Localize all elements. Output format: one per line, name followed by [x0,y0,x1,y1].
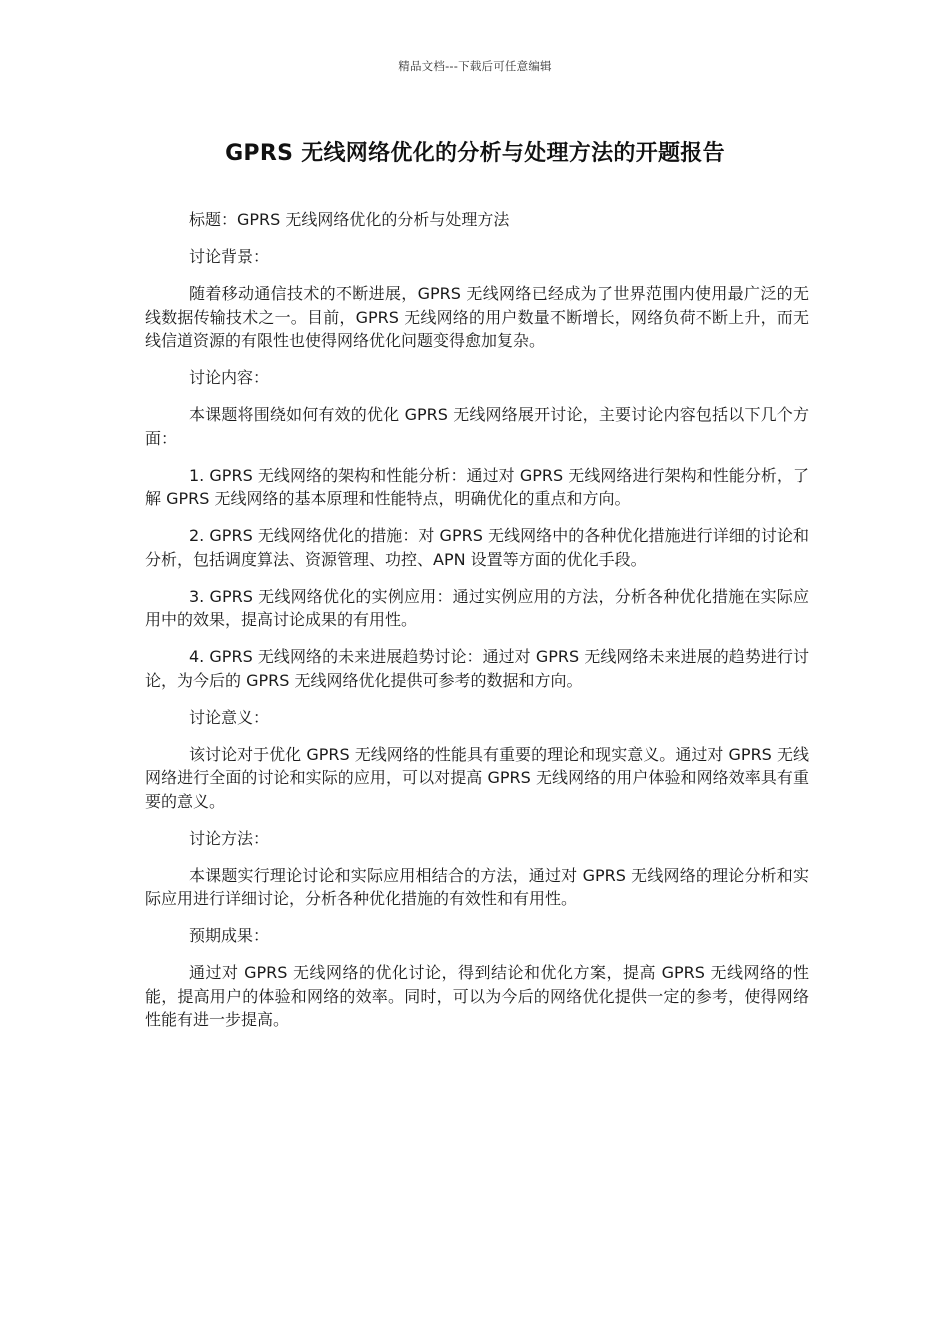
paragraph-content-intro: 本课题将围绕如何有效的优化 GPRS 无线网络展开讨论，主要讨论内容包括以下几个方面： [145,405,809,448]
page-header: 精品文档---下载后可任意编辑 [398,59,552,73]
heading-expected-results: 预期成果： [189,926,270,945]
paragraph-method: 本课题实行理论讨论和实际应用相结合的方法，通过对 GPRS 无线网络的理论分析和实际应用进行详细讨论，分析各种优化措施的有效性和有用性。 [145,865,809,908]
paragraph-significance: 该讨论对于优化 GPRS 无线网络的性能具有重要的理论和现实意义。通过对 GPRS 无线网络进行全面的讨论和实际的应用，可以对提高 GPRS 无线网络的用户体验和网络效率具有重要的意义。 [145,744,809,811]
list-item-3: 3. GPRS 无线网络优化的实例应用：通过实例应用的方法，分析各种优化措施在实际应用中的效果，提高讨论成果的有用性。 [145,586,809,629]
heading-method: 讨论方法： [189,828,270,848]
list-item-2: 2. GPRS 无线网络优化的措施：对 GPRS 无线网络中的各种优化措施进行详细的讨论和分析，包括调度算法、资源管理、功控、APN 设置等方面的优化手段。 [145,526,809,569]
paragraph-expected-results: 通过对 GPRS 无线网络的优化讨论，得到结论和优化方案，提高 GPRS 无线网络的性能，提高用户的体验和网络的效率。同时，可以为今后的网络优化提供一定的参考，使得网络性能有进一步提高。 [145,963,809,1029]
list-item-4: 4. GPRS 无线网络的未来进展趋势讨论：通过对 GPRS 无线网络未来进展的趋势进行讨论，为今后的 GPRS 无线网络优化提供可参考的数据和方向。 [145,647,809,690]
paragraph-topic: 标题：GPRS 无线网络优化的分析与处理方法 [189,210,510,229]
document-body [145,208,809,1045]
heading-content: 讨论内容： [189,368,270,387]
list-item-1: 1. GPRS 无线网络的架构和性能分析：通过对 GPRS 无线网络进行架构和性能分析，了解 GPRS 无线网络的基本原理和性能特点，明确优化的重点和方向。 [145,465,809,508]
heading-background: 讨论背景： [189,247,270,266]
document-title: GPRS 无线网络优化的分析与处理方法的开题报告 [225,141,725,166]
heading-significance: 讨论意义： [189,707,270,727]
paragraph-background: 随着移动通信技术的不断进展，GPRS 无线网络已经成为了世界范围内使用最广泛的无线数据传输技术之一。目前，GPRS 无线网络的用户数量不断增长，网络负荷不断上升，而无线信道资源的有限性也使得网络优化问题变得愈加复杂。 [145,284,809,350]
